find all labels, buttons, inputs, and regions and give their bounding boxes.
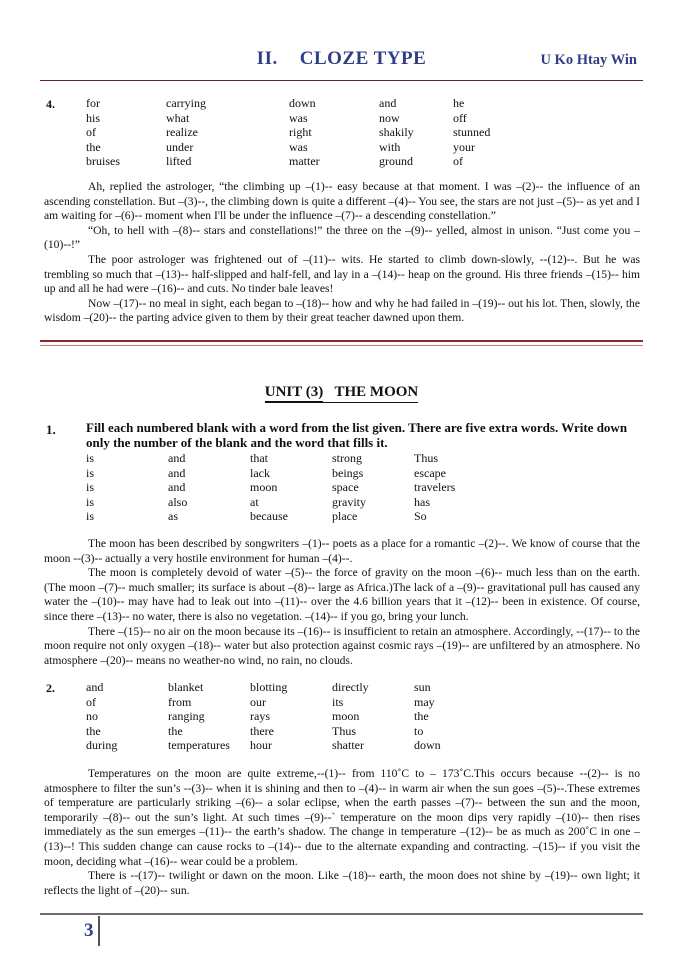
word-option: place (332, 509, 358, 523)
word-option: off (453, 110, 467, 125)
word-option: is (86, 509, 95, 523)
word-option: blotting (250, 680, 288, 694)
word-option: may (414, 694, 435, 709)
word-option: realize (166, 125, 198, 139)
word-option: he (453, 96, 465, 110)
word-option: his (86, 110, 101, 125)
word-option: its (332, 694, 344, 709)
word-option: what (166, 110, 190, 125)
word-option: as (168, 509, 178, 523)
word-option: moon (250, 480, 278, 494)
unit-label: UNIT (3) (264, 384, 324, 400)
word-option: Thus (414, 451, 438, 465)
word-option: of (453, 154, 463, 168)
page-number: 3 (84, 920, 94, 941)
word-option: shatter (332, 738, 364, 752)
word-option: the (168, 723, 183, 738)
passage-paragraph: “Oh, to hell with –(8)-- stars and constellations!” the three on the –(9)-- yelled, almost in unison. “Just come you –(10)--!” (44, 223, 640, 252)
word-option: and (379, 96, 397, 110)
word-option: the (414, 709, 429, 723)
unit-heading (0, 384, 683, 403)
word-option: Thus (332, 723, 356, 738)
question-2-passage (44, 767, 640, 898)
word-option: from (168, 694, 192, 709)
word-option: lack (250, 465, 270, 480)
word-option: gravity (332, 494, 366, 509)
word-option: carrying (166, 96, 206, 110)
word-option: also (168, 494, 188, 509)
word-option: and (168, 480, 186, 494)
passage-paragraph: There is --(17)-- twilight or dawn on the moon. Like –(18)-- earth, the moon does not shine by –(19)-- own light; it reflects the light of –(20)-- sun. (44, 869, 640, 897)
passage-paragraph: Now –(17)-- no meal in sight, each began to –(18)-- how and why he had failed in –(19)-- out his lot. Then, slowly, the wisdom –(20)-- the parting advice given to them by their great teacher dawned upon them. (44, 296, 640, 325)
word-option: is (86, 451, 95, 465)
question-2-word-list (86, 680, 474, 753)
question-4-passage (44, 180, 640, 326)
passage-paragraph: Ah, replied the astrologer, “the climbing up –(1)-- easy because at that moment. I was –(2)-- the influence of an ascending constellation. But –(3)--, the climbing down is quite a different –(4)-- You see, the stars are not just –(5)-- as yet and I am waiting for –(6)-- moment when I'll be under the influence –(7)-- a descending constellation.” (44, 180, 640, 223)
word-option: with (379, 139, 401, 154)
word-option: because (250, 509, 288, 523)
word-option: of (86, 694, 96, 709)
section-divider-thin (40, 345, 643, 346)
word-option: down (414, 738, 441, 752)
word-option: your (453, 139, 475, 154)
word-option: right (289, 125, 312, 139)
word-option: and (86, 680, 104, 694)
question-1-number: 1. (46, 422, 56, 437)
page-number-bar (98, 916, 100, 946)
question-1-passage (44, 537, 640, 668)
passage-paragraph: There –(15)-- no air on the moon because its –(16)-- is insufficient to retain an atmosphere. Accordingly, --(17)-- to the moon require not only oxygen –(18)-- water but also protection against cosmic rays –(19)-- are unfiltered by an atmosphere. No atmosphere –(20)-- means no weather-no wind, no rain, no clouds. (44, 624, 640, 667)
word-option: beings (332, 465, 364, 480)
word-option: of (86, 125, 96, 139)
word-option: was (289, 139, 308, 154)
word-option: under (166, 139, 194, 154)
word-option: during (86, 738, 118, 752)
footer-divider (40, 913, 643, 915)
word-option: strong (332, 451, 362, 465)
word-option: sun (414, 680, 431, 694)
section-name: CLOZE TYPE (299, 48, 427, 69)
word-option: space (332, 480, 359, 494)
word-option: escape (414, 465, 446, 480)
passage-paragraph: Temperatures on the moon are quite extreme,--(1)-- from 110˚C to – 173˚C.This occurs because --(2)-- is no atmosphere to filter the sun’s --(3)-- when it is shining and then to –(4)-- in warm air when the sun goes –(5)--.These extremes of temperature are particularly striking –(6)-- a solar eclipse, when the earth passes –(7)-- between the sun and the moon, temporarily –(8)-- out the sun’s light. At such times –(9)--` temperature on the moon dips very rapidly –(10)-- then rises immediately as the sun emerges –(11)-- the earth’s shadow. The change in temperature –(12)-- be as much as 200˚C in one –(13)--! This sudden change can cause rocks to –(14)-- due to the alternate expanding and contracting. –(15)-- if you visit the moon, deciding what –(16)-- wear could be a problem. (44, 767, 640, 868)
unit-title: THE MOON (334, 384, 419, 400)
word-option: blanket (168, 680, 204, 694)
word-option: for (86, 96, 100, 110)
question-4-word-list (86, 96, 513, 169)
word-option: lifted (166, 154, 192, 168)
word-option: directly (332, 680, 369, 694)
question-1-instruction: Fill each numbered blank with a word from the list given. There are five extra words. Write down only the number of the blank and the word that fills it. (86, 420, 628, 450)
word-option: matter (289, 154, 320, 168)
word-option: is (86, 465, 95, 480)
word-option: that (250, 451, 268, 465)
passage-paragraph: The moon has been described by songwriters –(1)-- poets as a place for a romantic –(2)--. We know of course that the moon --(3)-- actually a very hostile environment for human –(4)--. (44, 537, 640, 565)
section-number: II. (256, 48, 278, 69)
word-option: and (168, 465, 186, 480)
word-option: now (379, 110, 400, 125)
word-option: and (168, 451, 186, 465)
word-option: at (250, 494, 259, 509)
word-option: shakily (379, 125, 414, 139)
word-option: is (86, 480, 95, 494)
question-1-word-list (86, 451, 484, 524)
word-option: So (414, 509, 427, 523)
word-option: bruises (86, 154, 120, 168)
word-option: ranging (168, 709, 205, 723)
word-option: is (86, 494, 95, 509)
word-option: moon (332, 709, 360, 723)
word-option: ground (379, 154, 413, 168)
word-option: was (289, 110, 308, 125)
word-option: down (289, 96, 316, 110)
word-option: to (414, 723, 424, 738)
section-divider (40, 340, 643, 342)
word-option: has (414, 494, 430, 509)
passage-paragraph: The poor astrologer was frightened out of –(11)-- wits. He started to climb down-slowly, --(12)--. But he was trembling so much that –(13)-- half-slipped and half-fell, and lay in a –(14)-- heap on the ground. His three friends –(15)-- him up and all he had were –(16)-- and cuts. No tinder bale leaves! (44, 252, 640, 296)
word-option: temperatures (168, 738, 230, 752)
word-option: no (86, 709, 98, 723)
word-option: hour (250, 738, 272, 752)
word-option: rays (250, 709, 270, 723)
word-option: the (86, 723, 101, 738)
author-name: U Ko Htay Win (540, 52, 637, 68)
passage-paragraph: The moon is completely devoid of water –(5)-- the force of gravity on the moon –(6)-- much less than on the earth. (The moon –(7)-- much smaller; its surface is about –(8)-- large as Africa.)The lack of a –(9)-- gravitational pull has caused any water the –(10)-- may have had to leak out into –(11)-- over the 4.6 billion years that it –(12)-- been in existence. Of course, since there –(13)-- no water, there is also no vegetation. –(14)-- if you go, bring your lunch. (44, 566, 640, 623)
question-2-number: 2. (46, 681, 55, 695)
header-divider (40, 80, 643, 81)
question-4-number: 4. (46, 97, 55, 111)
word-option: the (86, 139, 101, 154)
word-option: our (250, 694, 266, 709)
word-option: stunned (453, 125, 491, 139)
word-option: there (250, 723, 274, 738)
word-option: travelers (414, 480, 456, 494)
